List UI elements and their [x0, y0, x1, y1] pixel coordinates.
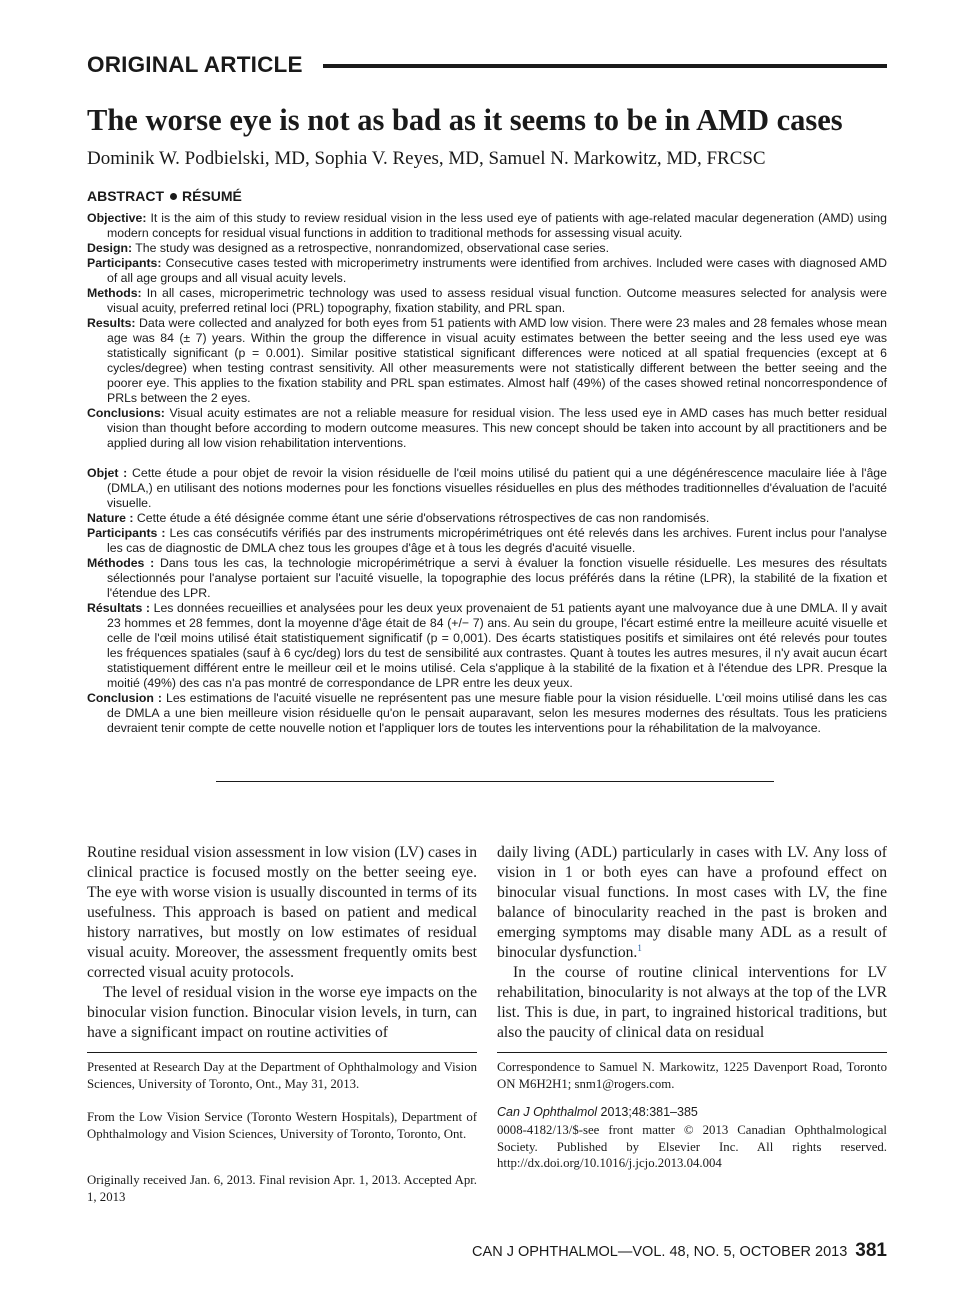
resume-section-label: Conclusion :	[87, 691, 163, 705]
footnote-text: From the Low Vision Service (Toronto Western Hospitals), Department of Ophthalmology and Vision Sciences, University of Toronto, Toronto, Ont.	[87, 1110, 477, 1141]
abstract-separator	[216, 781, 774, 782]
footnote-text: Originally received Jan. 6, 2013. Final revision Apr. 1, 2013. Accepted Apr. 1, 2013	[87, 1173, 477, 1204]
footnote-text: Correspondence to Samuel N. Markowitz, 1225 Davenport Road, Toronto ON M6H2H1; snm1@rogers.com.	[497, 1060, 887, 1091]
abstract-section-label: Conclusions:	[87, 406, 165, 420]
body-column-right	[497, 843, 887, 1043]
abstract-section	[87, 241, 887, 256]
body-paragraph: Routine residual vision assessment in low vision (LV) cases in clinical practice is focused mostly on the better seeing eye. The eye with worse vision is usually discounted in terms of its usefulness. This approach is based on patient and medical history narratives, but mostly on low estimates of residual visual acuity. Moreover, the assessment frequently omits best corrected visual acuity protocols.	[87, 844, 477, 981]
abstract-section-label: Participants:	[87, 256, 162, 270]
abstract-heading	[87, 186, 242, 206]
footnote-rule-left	[87, 1052, 477, 1053]
footnote-affiliation	[87, 1109, 477, 1142]
resume-section-label: Participants :	[87, 526, 166, 540]
resume-section	[87, 691, 887, 736]
footnote-received	[87, 1172, 477, 1205]
abstract-section-label: Results:	[87, 316, 136, 330]
abstract-heading-fr: RÉSUMÉ	[182, 188, 242, 204]
resume-section-text: Dans tous les cas, la technologie micropérimétrique a servi à évaluer la fonction visuelle résiduelle. Les mesures des résultats sélectionnés pour l'analyse portaient sur l'acuité visuelle, la topographie des locus préférés dans la rétine (LPR), la stabilité de la fixation et l'étendue des LPR.	[107, 556, 888, 600]
abstract-section	[87, 256, 887, 286]
resume-section-text: Cette étude a pour objet de revoir la vision résiduelle de l'œil moins utilisé du patient qui a une dégénérescence maculaire liée à l'âge (DMLA,) en utilisant des notions modernes pour les fonctions visuelles résiduelles en plus des méthodes traditionnelles d'évaluation de l'acuité visuelle.	[107, 466, 887, 510]
abstract-section-text: It is the aim of this study to review residual vision in the less used eye of patients with age-related macular degeneration (AMD) using modern concepts for residual visual functions in addition to traditional methods for assessing visual acuity.	[107, 211, 887, 240]
abstract-section	[87, 211, 887, 241]
header-rule	[323, 64, 887, 68]
reference-link[interactable]: 1	[637, 942, 642, 953]
section-header	[87, 50, 887, 80]
abstract-section-text: In all cases, microperimetric technology was used to assess residual visual function. Outcome measures selected for analysis were visual acuity, preferred retinal loci (PRL) topography, fixation stability, and PRL span.	[107, 286, 887, 315]
resume-section	[87, 556, 887, 601]
resume-section	[87, 601, 887, 691]
footnote-correspondence	[497, 1059, 887, 1092]
body-paragraph: In the course of routine clinical interventions for LV rehabilitation, binocularity is not always at the top of the LVR list. This is due, in part, to ingrained historical traditions, but also the paucity of clinical data on residual	[497, 964, 887, 1041]
body-paragraph-text: daily living (ADL) particularly in cases with LV. Any loss of vision in 1 or both eyes can have a profound effect on binocular visual functions. In most cases with LV, the fine balance of binocularity reached in the past is broken and emerging symptoms may disable many ADL as a result of binocular dysfunction.	[497, 844, 887, 961]
body-paragraph	[497, 843, 887, 963]
resume-section-label: Nature :	[87, 511, 134, 525]
journal-name: Can J Ophthalmol	[497, 1105, 598, 1119]
article-type-label: ORIGINAL ARTICLE	[87, 52, 303, 77]
body-column-left	[87, 843, 477, 1043]
article-title: The worse eye is not as bad as it seems to be in AMD cases	[87, 103, 843, 137]
abstract-section	[87, 406, 887, 451]
resume-section-text: Cette étude a été désignée comme étant une série d'observations rétrospectives de cas non randomisés.	[136, 511, 710, 525]
footnote-presented	[87, 1059, 477, 1092]
abstract-section-label: Methods:	[87, 286, 142, 300]
body-paragraph: The level of residual vision in the worse eye impacts on the binocular vision function. Binocular vision levels, in turn, can have a significant impact on routine activities of	[87, 984, 477, 1041]
abstract-heading-en: ABSTRACT	[87, 188, 164, 204]
abstract-section-text: Consecutive cases tested with microperimetry instruments were identified from archives. Included were cases with diagnosed AMD of all age groups and all visual acuity levels.	[107, 256, 888, 285]
resume-section-text: Les données recueillies et analysées pour les deux yeux provenaient de 51 patients ayant une malvoyance due à une DMLA. Il y avait 23 hommes et 28 femmes, dont la moyenne d'âge était de 84 (+/− 7) ans. Au sein du groupe, l'écart estimé entre la meilleure acuité visuelle et celle de l'œil moins utilisé était statistiquement significatif (p = 0,001). Des écarts statistiques positifs et similaires ont été relevés pour toutes les fréquences spatiales (sauf à 6 cyc/deg) lors du test de sensibilité aux contrastes. Quant à toutes les autres mesures, il n'y avait aucun écart statistiquement différent entre le meilleur œil et le moins utilisé. Cela s'applique à la stabilité de la fixation et à l'étendue des LPR. Presque la moitié (49%) des cas n'a pas montré de correspondance de LPR entre les deux yeux.	[107, 601, 888, 690]
resume-section-label: Résultats :	[87, 601, 151, 615]
running-footer	[472, 1240, 887, 1263]
abstract-section-text: Data were collected and analyzed for both eyes from 51 patients with AMD low vision. There were 23 males and 28 females whose mean age was 84 (± 7) years. Within the group the difference in visual acuity estimates between the better seeing and the less used eye was statistically significant (p = 0.001). Similar positive statistical significant differences were noticed at all spatial frequencies (except at 6 cycles/degree) when testing contrast sensitivity. All other measurements were not statistically different between the better seeing and the poorer eye. This applies to the fixation stability and PRL span estimates. Almost half (49%) of the cases showed retinal noncorrespondence of PRLs between the 2 eyes.	[107, 316, 887, 405]
bullet-icon	[170, 193, 177, 200]
resume-section-text: Les cas consécutifs vérifiés par des instruments micropérimétriques ont été relevés dans les archives. Furent inclus pour l'analyse les cas de diagnostic de DMLA chez tous les groupes d'âge et à tous les degrés d'acuité visuelle.	[107, 526, 887, 555]
abstract-section	[87, 286, 887, 316]
abstract-section-text: Visual acuity estimates are not a reliable measure for residual vision. The less used eye in AMD cases has much better residual vision than thought before according to modern outcome measures. This new concept should be taken into account by all practitioners and be applied during all low vision rehabilitation interventions.	[107, 406, 888, 450]
footnote-text: 0008-4182/13/$-see front matter © 2013 Canadian Ophthalmological Society. Published by Elsevier Inc. All rights reserved. http://dx.doi.org/10.1016/j.jcjo.2013.04.004	[497, 1123, 887, 1170]
resume-section	[87, 511, 887, 526]
author-list: Dominik W. Podbielski, MD, Sophia V. Reyes, MD, Samuel N. Markowitz, MD, FRCSC	[87, 148, 766, 169]
abstract-french	[87, 466, 887, 736]
resume-section-text: Les estimations de l'acuité visuelle ne représentent pas une mesure fiable pour la vision résiduelle. L'œil moins utilisé dans les cas de DMLA a une bien meilleure vision résiduelle qu'on le pensait auparavant, selon les mesures modernes des résultats. Tous les praticiens devraient tenir compte de cette nouvelle notion et l'appliquer lors de toutes les interventions pour la réhabilitation de la malvoyance.	[107, 691, 887, 735]
journal-cite: 2013;48:381–385	[600, 1105, 698, 1119]
abstract-section	[87, 316, 887, 406]
resume-section	[87, 466, 887, 511]
running-footer-journal: CAN J OPHTHALMOL—VOL. 48, NO. 5, OCTOBER 2013	[472, 1244, 848, 1260]
abstract-section-label: Objective:	[87, 211, 147, 225]
resume-section	[87, 526, 887, 556]
footnote-copyright	[497, 1122, 887, 1172]
resume-section-label: Méthodes :	[87, 556, 155, 570]
abstract-section-label: Design:	[87, 241, 133, 255]
resume-section-label: Objet :	[87, 466, 128, 480]
footnote-rule-right	[497, 1052, 887, 1053]
journal-citation	[497, 1104, 887, 1121]
page-number: 381	[855, 1240, 887, 1261]
footnote-text: Presented at Research Day at the Department of Ophthalmology and Vision Sciences, University of Toronto, Ont., May 31, 2013.	[87, 1060, 477, 1091]
abstract-section-text: The study was designed as a retrospective, nonrandomized, observational case series.	[135, 241, 609, 255]
abstract-english	[87, 211, 887, 451]
